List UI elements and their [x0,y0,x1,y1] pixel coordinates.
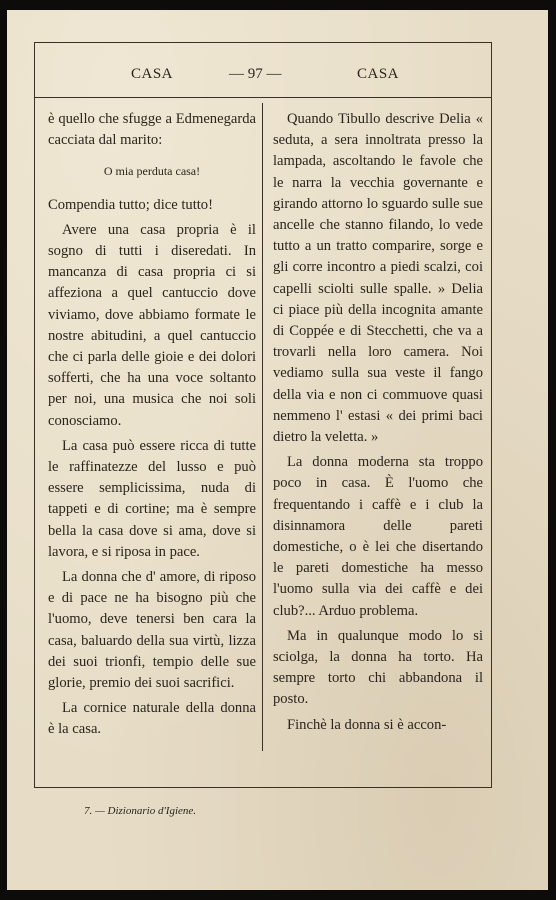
left-paragraph-6: La cornice naturale della donna è la casa. [48,700,256,738]
quotation: O mia perduta casa! [103,164,201,179]
header-left-title: CASA [131,66,174,82]
right-paragraph-4: Finchè la donna si è accon- [287,716,447,733]
left-paragraph-1: è quello che sfugge a Edmenegarda cacciata dal marito: [48,111,256,149]
right-column [273,109,483,740]
book-page [7,10,548,890]
column-divider [262,103,263,751]
left-paragraph-5: La donna che d' amore, di riposo e di pace ne ha bisogno più che l'uomo, deve tenersi ben cara la casa, baluardo della sua virtù, lizza dei suoi trionfi, tempio delle sue glorie, premio dei suoi sacrifici. [48,569,256,692]
left-column [48,109,256,745]
right-paragraph-1: Quando Tibullo descrive Delia « seduta, a sera innoltrata presso la lampada, ascoltando le favole che le narra la vecchia governante e girando attorno lo sguardo sulle sue ancelle che stanno filando, lo vede tutto a un tratto comparire, sorge e gli corre incontro a piedi scalzi, coi capelli sciolti sulle spalle. » Delia ci piace più della incognita amante di Coppée e di Stecchetti, che va a trovarli nella loro camera. Noi vediamo sulla sua veste il fango della via e non ci commuove quasi nemmeno l' estasi « dei primi baci dietro la veletta. » [273,111,483,446]
left-paragraph-3: Avere una casa propria è il sogno di tutti i diseredati. In mancanza di casa propria ci si affeziona a quel cantuccio dove viviamo, dove abbiamo formate le nostre abitudini, a quel cantuccio che ci parla delle gioie e dei dolori sofferti, che ha una voce soltanto per noi, una musica che noi soli conosciamo. [48,221,256,429]
page-number: — 97 — [229,66,282,82]
right-paragraph-2: La donna moderna sta troppo poco in casa. È l'uomo che frequentando i caffè e i club la disinnamora delle pareti domestiche, o è lei che disertando le pareti domestiche ha messo l'uomo sulla via dei caffè e dei club?... Arduo problema. [273,454,483,619]
header-right-title: CASA [357,66,400,82]
left-paragraph-2: Compendia tutto; dice tutto! [48,196,213,213]
right-paragraph-3: Ma in qualunque modo lo si sciolga, la donna ha torto. Ha sempre torto chi abbandona il posto. [273,627,483,708]
signature-footer: 7. — Dizionario d'Igiene. [84,805,197,817]
running-header [35,43,491,98]
page-frame [34,42,492,788]
left-paragraph-4: La casa può essere ricca di tutte le raffinatezze del lusso e può essere semplicissima, nuda di tappeti e di cortine; ma è sempre bella la casa dove si ama, dove si lavora, e si riposa in pace. [48,437,256,560]
